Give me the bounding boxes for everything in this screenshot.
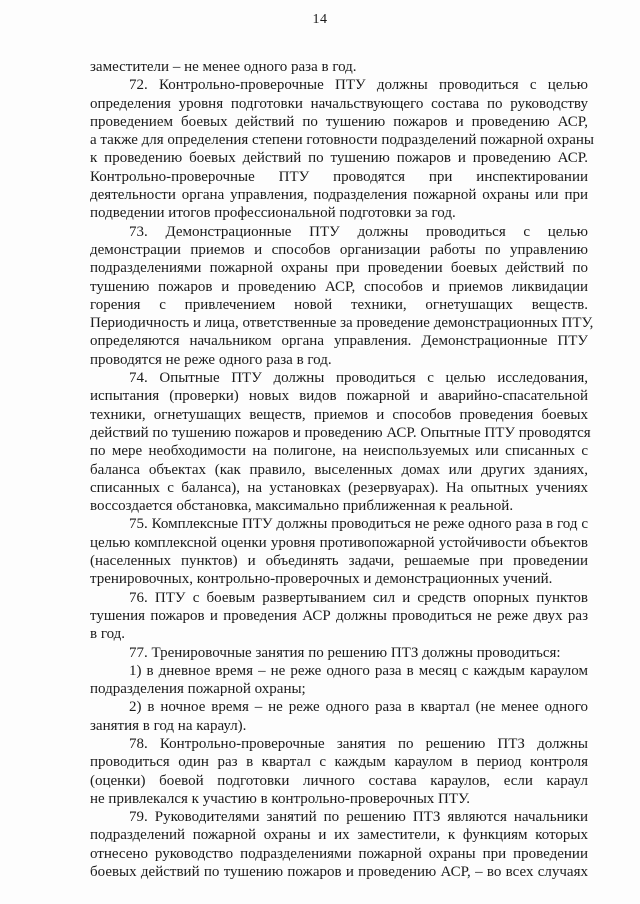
- text-line: заместители – не менее одного раза в год.: [90, 59, 357, 75]
- text-line: проведением боевых действий по тушению пожаров и проведению АСР,: [90, 113, 588, 130]
- text-line: подведении итогов профессиональной подготовки за год.: [90, 205, 456, 222]
- text-line: (населенных пунктов) и объединять задачи, решаемые при проведении: [90, 553, 588, 570]
- text-line: воссоздается обстановка, максимально приближенная к реальной.: [90, 498, 514, 515]
- text-line: 75. Комплексные ПТУ должны проводиться не реже одного раза в год с: [129, 516, 588, 533]
- text-line: подразделения пожарной охраны;: [90, 681, 306, 698]
- text-line: 1) в дневное время – не реже одного раза в месяц с каждым караулом: [129, 662, 588, 679]
- paragraph-p72: [90, 76, 595, 222]
- text-line: занятия в год на караул).: [90, 717, 247, 734]
- text-line: определения уровня подготовки начальствующего состава по руководству: [90, 95, 588, 112]
- paragraph-p75: [90, 515, 588, 588]
- text-line: испытания (проверки) новых видов пожарной и аварийно-спасательной: [90, 388, 588, 405]
- document-body: [90, 58, 595, 881]
- text-line: проводятся не реже одного раза в год.: [90, 351, 332, 368]
- text-line: 72. Контрольно-проверочные ПТУ должны проводиться с целью: [129, 77, 588, 94]
- paragraph-p76: [90, 589, 588, 644]
- text-line: целью комплексной оценки уровня противопожарной устойчивости объектов: [90, 534, 588, 551]
- text-line: Периодичность и лица, ответственные за проведение демонстрационных ПТУ,: [90, 315, 594, 332]
- text-line: подразделениями пожарной охраны при проведении боевых действий по: [90, 260, 588, 277]
- text-line: проводиться один раз в квартал с каждым караулом в период контроля: [90, 754, 588, 771]
- text-line: а также для определения степени готовности подразделений пожарной охраны: [90, 132, 595, 149]
- text-line: тренировочных, контрольно-проверочных и демонстрационных учений.: [90, 571, 553, 588]
- text-line: 2) в ночное время – не реже одного раза в квартал (не менее одного: [129, 699, 588, 716]
- text-line: 73. Демонстрационные ПТУ должны проводиться с целью: [129, 223, 588, 240]
- text-line: списанных с баланса), на установках (резервуарах). На опытных учениях: [90, 479, 588, 496]
- paragraph-p74: [90, 369, 591, 515]
- text-line: 77. Тренировочные занятия по решению ПТЗ должны проводиться:: [129, 644, 561, 661]
- text-line: боевых действий по тушению пожаров и проведению АСР, – во всех случаях: [90, 864, 588, 881]
- paragraph-p77: [90, 644, 588, 662]
- text-line: баланса объектах (как правило, выселенных домах или других зданиях,: [90, 461, 588, 478]
- page-number: 14: [312, 12, 328, 27]
- text-line: 79. Руководителями занятий по решению ПТЗ являются начальники: [129, 809, 588, 826]
- paragraph-p77-1: [90, 662, 588, 699]
- text-line: тушению пожаров и проведению АСР, способов и приемов ликвидации: [90, 278, 588, 295]
- paragraph-p79: [90, 808, 588, 881]
- text-line: по мере необходимости на полигоне, на неиспользуемых или списанных с: [90, 443, 588, 460]
- text-line: к проведению боевых действий по тушению пожаров и проведению АСР.: [90, 150, 588, 167]
- text-line: демонстрации приемов и способов организации работы по управлению: [90, 241, 588, 258]
- text-line: подразделений пожарной охраны и их заместители, к функциям которых: [90, 827, 588, 844]
- text-line: деятельности органа управления, подразделения пожарной охраны или при: [90, 187, 588, 204]
- text-line: 78. Контрольно-проверочные занятия по решению ПТЗ должны: [129, 735, 588, 752]
- text-line: тушения пожаров и проведения АСР должны проводиться не реже двух раз: [90, 607, 588, 624]
- text-line: техники, огнетушащих веществ, приемов и способов проведения боевых: [90, 406, 588, 423]
- text-line: 76. ПТУ с боевым развертыванием сил и средств опорных пунктов: [129, 589, 588, 606]
- text-line: горения с привлечением новой техники, огнетушащих веществ.: [90, 296, 588, 313]
- text-line: Контрольно-проверочные ПТУ проводятся при инспектировании: [90, 168, 588, 185]
- paragraph-p77-2: [90, 698, 588, 735]
- paragraph-p-intro: [90, 58, 588, 76]
- text-line: (оценки) боевой подготовки личного состава караулов, если караул: [90, 772, 588, 789]
- text-line: определяются начальником органа управления. Демонстрационные ПТУ: [90, 333, 588, 350]
- text-line: 74. Опытные ПТУ должны проводиться с целью исследования,: [129, 370, 588, 387]
- paragraph-p78: [90, 735, 588, 808]
- text-line: в год.: [90, 626, 126, 643]
- text-line: отнесено руководство подразделениями пожарной охраны при проведении: [90, 845, 588, 862]
- text-line: не привлекался к участию в контрольно-проверочных ПТУ.: [90, 790, 470, 807]
- text-line: действий по тушению пожаров и проведению АСР. Опытные ПТУ проводятся: [90, 424, 591, 441]
- paragraph-p73: [90, 223, 594, 369]
